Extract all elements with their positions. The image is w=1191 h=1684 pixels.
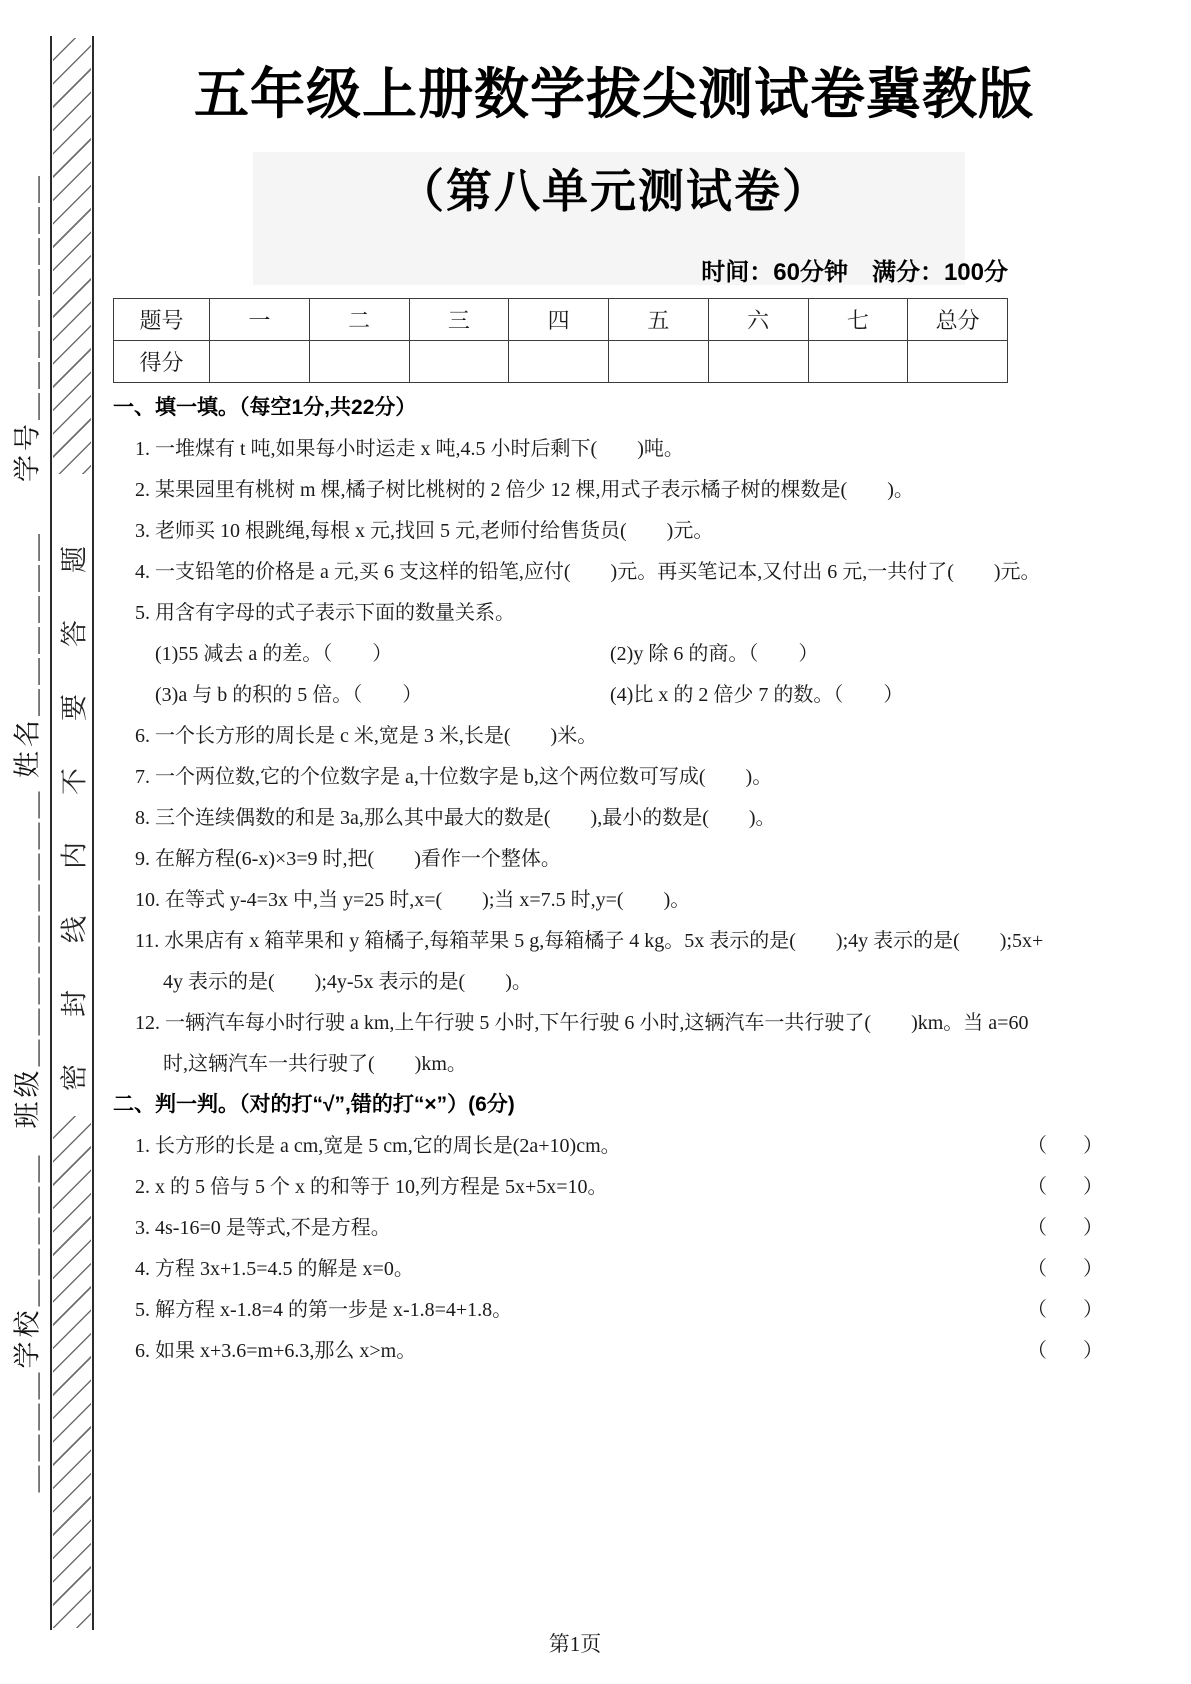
judge-answer-blank: （ ） xyxy=(1027,1217,1111,1239)
seal-band-text: 密封线内不要答题 xyxy=(59,499,90,1091)
meta-table-block xyxy=(113,256,1008,383)
score-cell-empty-3 xyxy=(409,341,509,383)
score-table-column-6: 六 xyxy=(708,299,808,341)
judge-question-text: 2. x 的 5 倍与 5 个 x 的和等于 10,列方程是 5x+5x=10。 xyxy=(135,1176,608,1198)
judge-answer-blank: （ ） xyxy=(1027,1340,1111,1362)
judge-question-line xyxy=(113,1328,1115,1369)
judge-question-line xyxy=(113,1246,1115,1287)
sub-question-line xyxy=(113,672,1115,713)
judge-question-line xyxy=(113,1205,1115,1246)
section-heading-1: 一、填一填。（每空1分,共22分） xyxy=(113,395,417,419)
fill-question-line: 8. 三个连续偶数的和是 3a,那么其中最大的数是( ),最小的数是( )。 xyxy=(135,807,776,829)
fill-question-line: 9. 在解方程(6-x)×3=9 时,把( )看作一个整体。 xyxy=(135,848,561,870)
page-number: 第1页 xyxy=(548,1632,602,1656)
score-cell-empty-5 xyxy=(609,341,709,383)
fill-question-line: 7. 一个两位数,它的个位数字是 a,十位数字是 b,这个两位数可写成( )。 xyxy=(135,766,773,788)
score-table-row-label: 得分 xyxy=(114,341,210,383)
score-table xyxy=(113,298,1008,383)
time-score-info: 时间：60分钟 满分：100分 xyxy=(701,259,1008,286)
score-cell-empty-8 xyxy=(908,341,1008,383)
judge-answer-blank: （ ） xyxy=(1027,1258,1111,1280)
judge-answer-blank: （ ） xyxy=(1027,1135,1111,1157)
score-table-column-5: 五 xyxy=(609,299,709,341)
score-cell-empty-2 xyxy=(309,341,409,383)
judge-answer-blank: （ ） xyxy=(1027,1299,1111,1321)
fill-question-line: 6. 一个长方形的周长是 c 米,宽是 3 米,长是( )米。 xyxy=(135,725,598,747)
judge-question-text: 5. 解方程 x-1.8=4 的第一步是 x-1.8=4+1.8。 xyxy=(135,1299,513,1321)
question-sections xyxy=(113,385,1115,1369)
score-table-column-2: 二 xyxy=(309,299,409,341)
seal-border-line-right xyxy=(92,36,94,1630)
name-label: 姓名＿＿＿＿＿＿ xyxy=(12,530,43,778)
score-cell-empty-1 xyxy=(210,341,310,383)
score-table-column-3: 三 xyxy=(409,299,509,341)
seal-hatching-top xyxy=(53,38,91,474)
score-table-column-7: 七 xyxy=(808,299,908,341)
judge-question-text: 6. 如果 x+3.6=m+6.3,那么 x>m。 xyxy=(135,1340,417,1362)
judge-question-text: 3. 4s-16=0 是等式,不是方程。 xyxy=(135,1217,391,1239)
judge-question-line xyxy=(113,1287,1115,1328)
score-cell-empty-4 xyxy=(509,341,609,383)
section-heading-2: 二、判一判。（对的打“√”,错的打“×”）(6分) xyxy=(113,1092,515,1116)
score-cell-empty-6 xyxy=(708,341,808,383)
judge-question-text: 1. 长方形的长是 a cm,宽是 5 cm,它的周长是(2a+10)cm。 xyxy=(135,1135,621,1157)
exam-subtitle: （第八单元测试卷） xyxy=(398,165,830,217)
sub-question-right: (4)比 x 的 2 倍少 7 的数。（ ） xyxy=(610,684,904,706)
sub-question-right: (2)y 除 6 的商。（ ） xyxy=(610,643,819,665)
fill-question-line: 4. 一支铅笔的价格是 a 元,买 6 支这样的铅笔,应付( )元。再买笔记本,又付出 6 元,一共付了( )元。 xyxy=(135,561,1041,583)
judge-question-line xyxy=(113,1123,1115,1164)
fill-question-line: 3. 老师买 10 根跳绳,每根 x 元,找回 5 元,老师付给售货员( )元。 xyxy=(135,520,714,542)
exam-title: 五年级上册数学拔尖测试卷冀教版 xyxy=(193,63,1034,125)
fill-question-line: 5. 用含有字母的式子表示下面的数量关系。 xyxy=(135,602,515,624)
question-continuation-line: 时,这辆汽车一共行驶了( )km。 xyxy=(163,1053,467,1075)
score-table-column-8: 总分 xyxy=(908,299,1008,341)
student-id-label: 学号＿＿＿＿＿＿＿＿ xyxy=(12,172,43,482)
fill-question-line: 12. 一辆汽车每小时行驶 a km,上午行驶 5 小时,下午行驶 6 小时,这辆汽车一共行驶了( )km。当 a=60 xyxy=(135,1012,1029,1034)
score-cell-empty-7 xyxy=(808,341,908,383)
class-label: 班级＿＿＿＿＿＿＿＿＿ xyxy=(12,787,43,1129)
fill-question-line: 1. 一堆煤有 t 吨,如果每小时运走 x 吨,4.5 小时后剩下( )吨。 xyxy=(135,438,684,460)
judge-answer-blank: （ ） xyxy=(1027,1176,1111,1198)
sub-question-left: (1)55 减去 a 的差。（ ） xyxy=(155,643,393,665)
sub-question-left: (3)a 与 b 的积的 5 倍。（ ） xyxy=(155,684,423,706)
fill-question-line: 10. 在等式 y-4=3x 中,当 y=25 时,x=( );当 x=7.5 时,y=( )。 xyxy=(135,889,691,911)
question-continuation-line: 4y 表示的是( );4y-5x 表示的是( )。 xyxy=(163,971,532,993)
score-table-corner: 题号 xyxy=(114,299,210,341)
sub-question-line xyxy=(113,631,1115,672)
fill-question-line: 11. 水果店有 x 箱苹果和 y 箱橘子,每箱苹果 5 g,每箱橘子 4 kg。5x 表示的是( );4y 表示的是( );5x+ xyxy=(135,930,1044,952)
seal-hatching-bottom xyxy=(53,1116,91,1628)
score-table-column-4: 四 xyxy=(509,299,609,341)
fill-question-line: 2. 某果园里有桃树 m 棵,橘子树比桃树的 2 倍少 12 棵,用式子表示橘子树的棵数是( )。 xyxy=(135,479,914,501)
exam-content xyxy=(113,40,1115,1369)
judge-question-line xyxy=(113,1164,1115,1205)
judge-question-text: 4. 方程 3x+1.5=4.5 的解是 x=0。 xyxy=(135,1258,414,1280)
score-table-column-1: 一 xyxy=(210,299,310,341)
school-label: ＿＿＿＿学校＿＿＿＿＿ xyxy=(12,1151,43,1493)
